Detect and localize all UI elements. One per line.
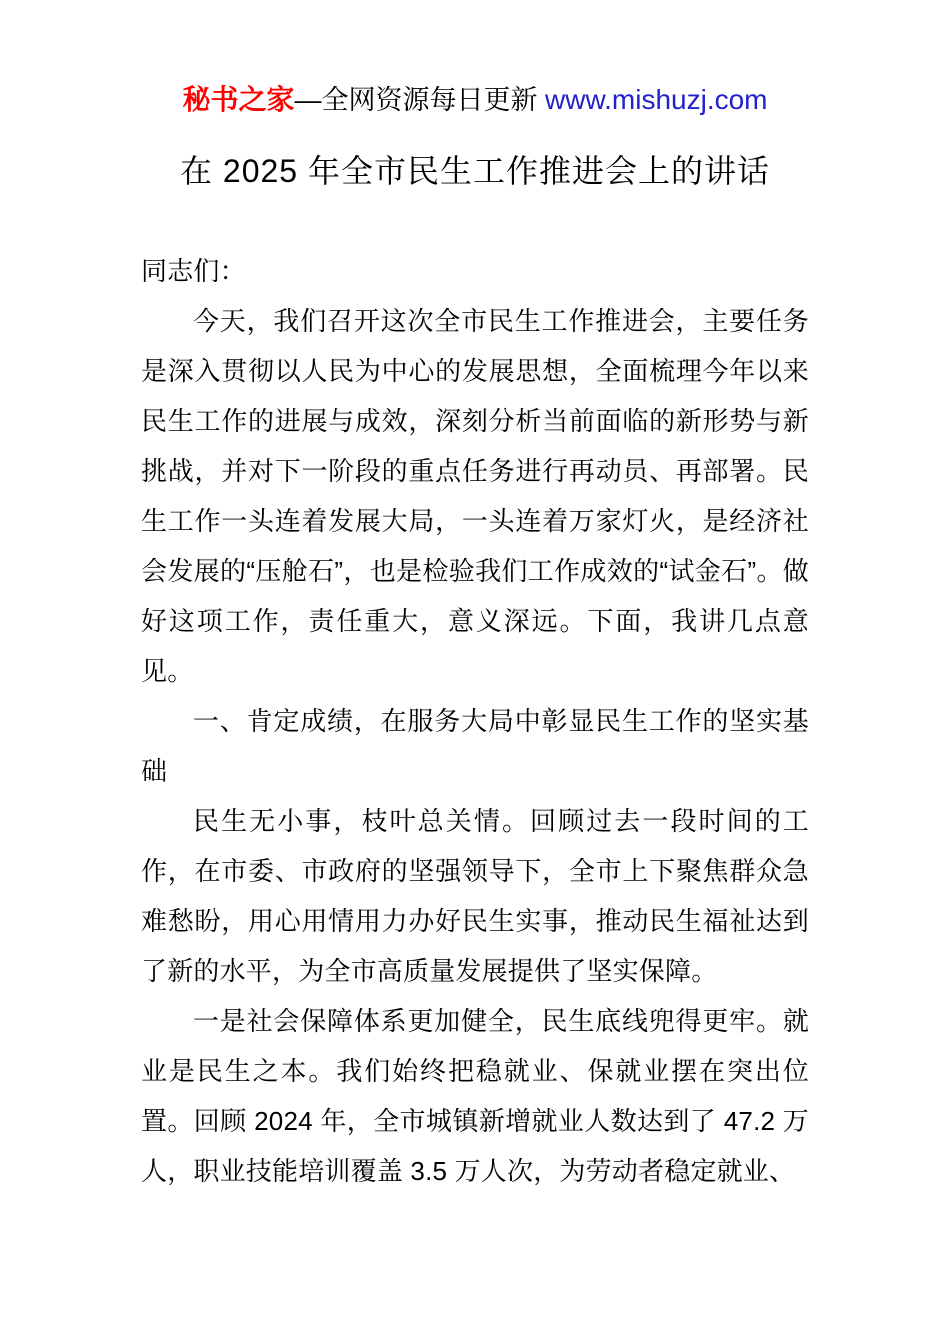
section-1-paragraph-1: 民生无小事，枝叶总关情。回顾过去一段时间的工作，在市委、市政府的坚强领导下，全市上下聚焦群众急难愁盼，用心用情用力办好民生实事，推动民生福祉达到了新的水平，为全市高质量发展提供了坚实保障。 [141,806,809,986]
section-1-paragraph-2: 一是社会保障体系更加健全，民生底线兜得更牢。就业是民生之本。我们始终把稳就业、保就业摆在突出位置。回顾 2024 年，全市城镇新增就业人数达到了 47.2 万人，职业技能培训覆盖 3.5 万人次，为劳动者稳定就业、 [141,1006,809,1186]
section-1-heading: 一、肯定成绩，在服务大局中彰显民生工作的坚实基础 [141,706,809,786]
site-name: 秘书之家 [182,84,295,115]
site-tagline: —全网资源每日更新 [294,85,546,115]
site-header-banner [0,80,950,125]
intro-paragraph: 今天，我们召开这次全市民生工作推进会，主要任务是深入贯彻以人民为中心的发展思想，全面梳理今年以来民生工作的进展与成效，深刻分析当前面临的新形势与新挑战，并对下一阶段的重点任务进行再动员、再部署。民生工作一头连着发展大局，一头连着万家灯火，是经济社会发展的“压舱石”，也是检验我们工作成效的“试金石”。做好这项工作，责任重大，意义深远。下面，我讲几点意见。 [141,306,809,686]
site-url-link[interactable]: www.mishuzj.com [545,84,768,115]
salutation-paragraph: 同志们： [141,256,246,286]
document-title: 在 2025 年全市民生工作推进会上的讲话 [180,153,770,189]
document-body [141,246,809,1196]
